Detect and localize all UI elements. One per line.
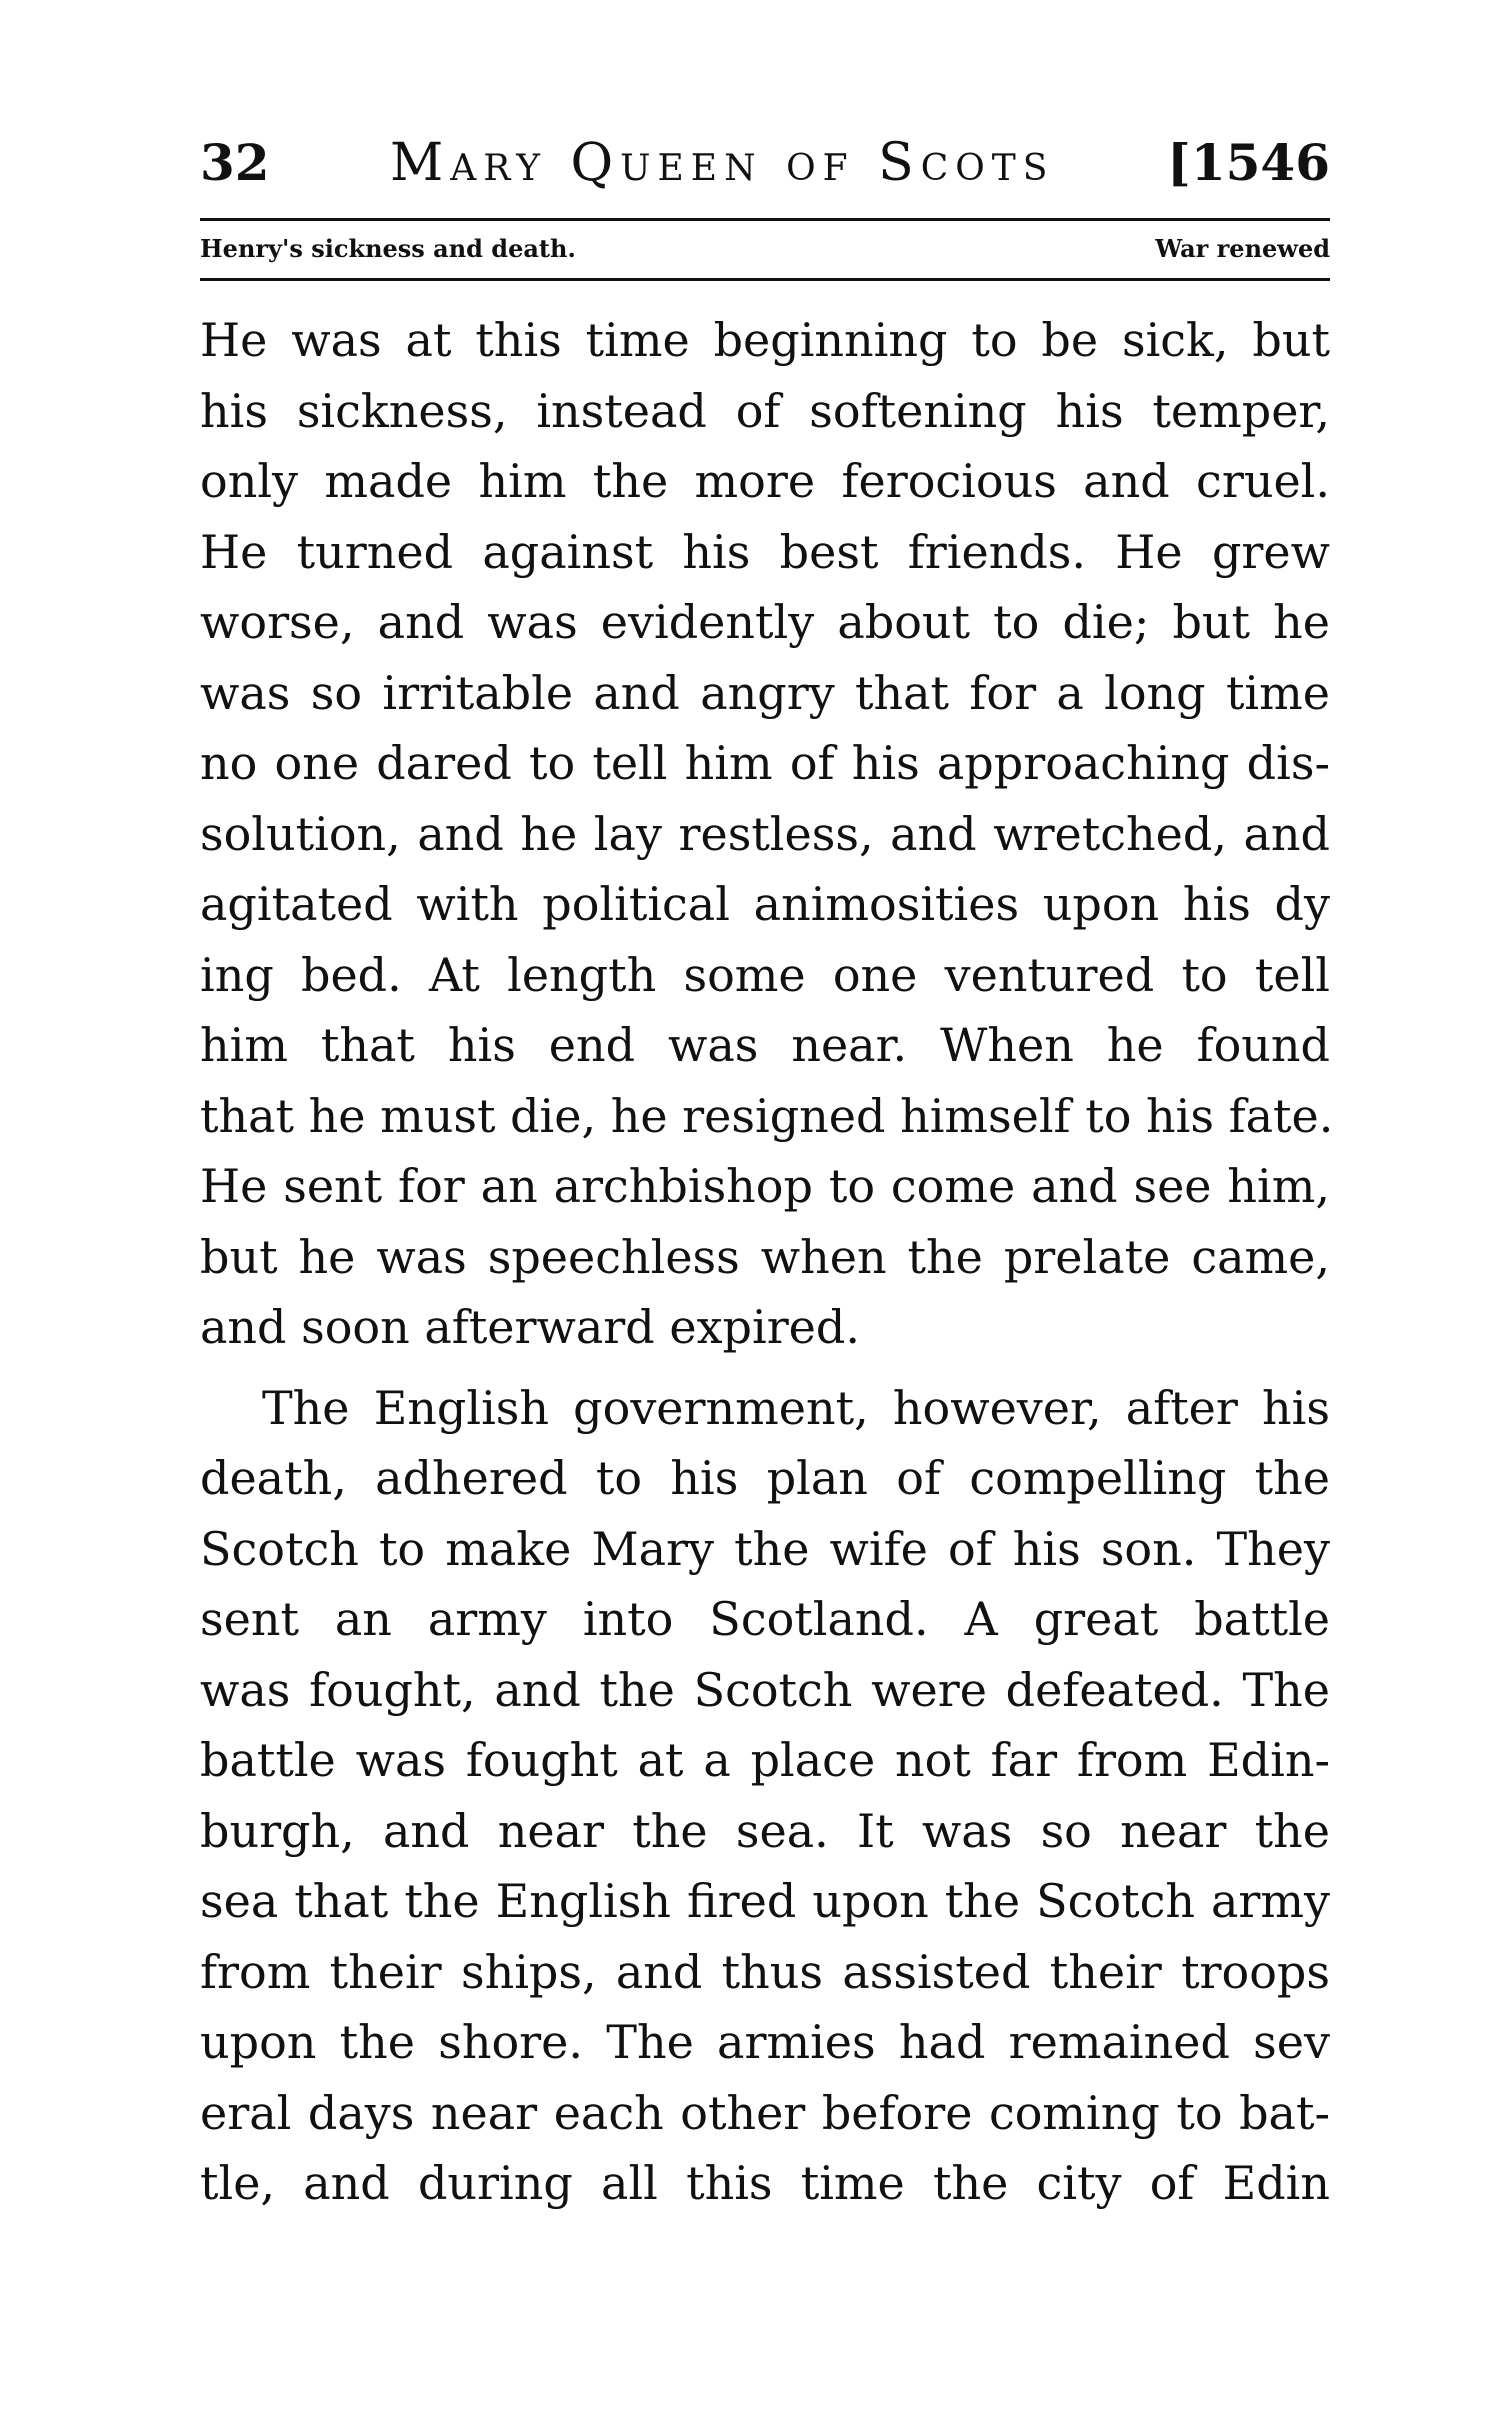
text-line: that he must die, he resigned himself to his fate. [200, 1088, 1334, 1143]
paragraph-1 [200, 305, 1334, 1363]
topic-left: Henry's sickness and death. [200, 234, 576, 263]
body-text [200, 305, 1334, 2219]
text-line: death, adhered to his plan of compelling the [200, 1451, 1330, 1505]
text-line: He sent for an archbishop to come and see him, [200, 1159, 1330, 1213]
topic-right: War renewed [1155, 234, 1330, 263]
paragraph-2 [200, 1373, 1330, 2219]
text-line: sea that the English fired upon the Scotch army [200, 1874, 1330, 1928]
text-line: He turned against his best friends. He grew [200, 524, 1330, 579]
text-line: battle was fought at a place not far from Edin- [200, 1733, 1330, 1787]
book-title: Mary Queen of Scots [390, 133, 1055, 193]
text-line: was so irritable and angry that for a long time [200, 665, 1330, 720]
header-rule-top [200, 218, 1330, 221]
text-line: He was at this time beginning to be sick, but [200, 313, 1330, 367]
text-line: sent an army into Scotland. A great battle [200, 1592, 1330, 1646]
text-line: agitated with political animosities upon his dy [200, 877, 1330, 931]
topic-headings [200, 228, 1330, 270]
running-head [200, 128, 1330, 198]
text-line: and soon afterward expired. [200, 1300, 860, 1354]
text-line: upon the shore. The armies had remained sev [200, 2015, 1330, 2069]
text-line: burgh, and near the sea. It was so near the [200, 1803, 1330, 1858]
header-rule-bottom [200, 278, 1330, 281]
text-line: Scotch to make Mary the wife of his son. They [200, 1521, 1330, 1576]
page-number: 32 [200, 133, 270, 192]
text-line: tle, and during all this time the city of Edin [200, 2156, 1330, 2210]
text-line: no one dared to tell him of his approaching dis- [200, 736, 1330, 790]
text-line: The English government, however, after his [262, 1380, 1330, 1435]
year-marker: [1546 [1167, 133, 1330, 192]
text-line: solution, and he lay restless, and wretched, and [200, 806, 1330, 861]
text-line: eral days near each other before coming to bat- [200, 2085, 1330, 2140]
text-line: was fought, and the Scotch were defeated. The [200, 1662, 1330, 1717]
text-line: worse, and was evidently about to die; but he [200, 595, 1330, 649]
text-line: him that his end was near. When he found [200, 1018, 1330, 1072]
text-line: only made him the more ferocious and cruel. [200, 454, 1330, 508]
text-line: ing bed. At length some one ventured to tell [200, 947, 1330, 1002]
text-line: but he was speechless when the prelate came, [200, 1229, 1330, 1284]
text-line: from their ships, and thus assisted their troops [200, 1944, 1330, 1999]
text-line: his sickness, instead of softening his temper, [200, 383, 1330, 438]
